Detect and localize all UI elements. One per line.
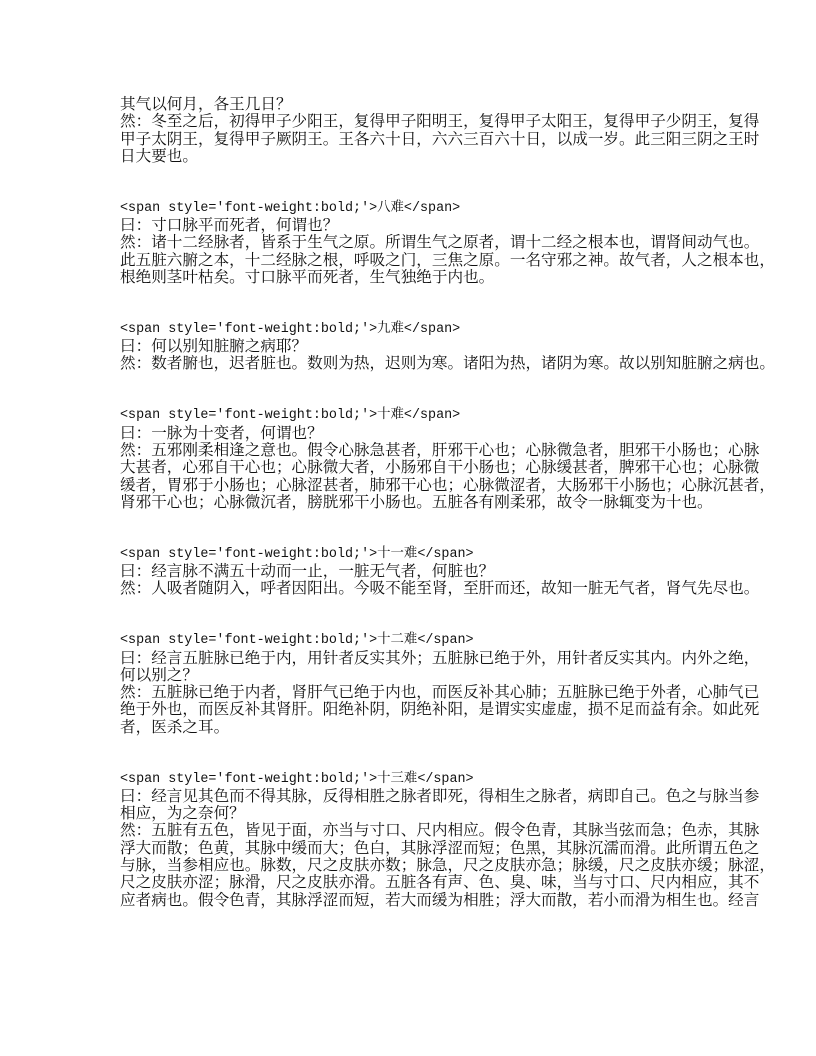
text-line: 曰：经言五脏脉已绝于内，用针者反实其外；五脏脉已绝于外，用针者反实其内。内外之绝， bbox=[120, 648, 760, 667]
section-heading: <span style='font-weight:bold;'>十难</span> bbox=[120, 408, 461, 424]
text-line: 甲子太阴王，复得甲子厥阴王。王各六十日，六六三百六十日，以成一岁。此三阳三阴之王时 bbox=[120, 129, 760, 148]
section-heading: <span style='font-weight:bold;'>十三难</span> bbox=[120, 771, 474, 787]
section-heading: <span style='font-weight:bold;'>十二难</span> bbox=[120, 633, 474, 649]
section bbox=[120, 321, 775, 373]
text-line: 然：诸十二经脉者，皆系于生气之原。所谓生气之原者，谓十二经之根本也，谓肾间动气也。 bbox=[120, 233, 760, 252]
text-line: 曰：寸口脉平而死者，何谓也？ bbox=[120, 216, 339, 235]
section-heading: <span style='font-weight:bold;'>八难</span> bbox=[120, 200, 461, 216]
text-line: 绝于外也，而医反补其肾肝。阳绝补阴，阴绝补阳，是谓实实虚虚，损不足而益有余。如此死 bbox=[120, 700, 760, 719]
section bbox=[120, 95, 760, 165]
text-line: 日大要也。 bbox=[120, 146, 198, 165]
text-line: 然：冬至之后，初得甲子少阳王，复得甲子阳明王，复得甲子太阳王，复得甲子少阴王，复得 bbox=[120, 112, 760, 131]
text-line: 大甚者，心邪自干心也；心脉微大者，小肠邪自干小肠也；心脉缓甚者，脾邪干心也；心脉微 bbox=[120, 458, 760, 477]
text-line: 然：五邪刚柔相逢之意也。假令心脉急甚者，肝邪干心也；心脉微急者，胆邪干小肠也；心脉 bbox=[120, 440, 760, 459]
section bbox=[120, 200, 775, 286]
text-line: 然：数者腑也，迟者脏也。数则为热，迟则为寒。诸阳为热，诸阴为寒。故以别知脏腑之病也。 bbox=[120, 354, 775, 373]
text-line: 肾邪干心也；心脉微沉者，膀胱邪干小肠也。五脏各有刚柔邪，故令一脉辄变为十也。 bbox=[120, 492, 713, 511]
text-line: 应者病也。假令色青，其脉浮涩而短，若大而缓为相胜；浮大而散，若小而滑为相生也。经言 bbox=[120, 890, 760, 909]
text-line: 与脉，当参相应也。脉数，尺之皮肤亦数；脉急，尺之皮肤亦急；脉缓，尺之皮肤亦缓；脉涩， bbox=[120, 856, 775, 875]
text-line: 曰：何以别知脏腑之病耶？ bbox=[120, 337, 308, 356]
text-line: 者，医杀之耳。 bbox=[120, 717, 230, 736]
text-line: 其气以何月，各王几日？ bbox=[120, 95, 292, 113]
text-line: 相应，为之奈何？ bbox=[120, 804, 245, 823]
section-heading: <span style='font-weight:bold;'>十一难</span> bbox=[120, 546, 474, 562]
text-line: 曰：经言见其色而不得其脉，反得相胜之脉者即死，得相生之脉者，病即自己。色之与脉当参 bbox=[120, 786, 760, 805]
text-line: 浮大而散；色黄，其脉中缓而大；色白，其脉浮涩而短；色黑，其脉沉濡而滑。此所谓五色之 bbox=[120, 838, 760, 857]
text-line: 尺之皮肤亦涩；脉滑，尺之皮肤亦滑。五脏各有声、色、臭、味，当与寸口、尺内相应，其不 bbox=[120, 873, 760, 892]
section bbox=[120, 407, 775, 511]
text-line: 此五脏六腑之本，十二经脉之根，呼吸之门，三焦之原。一名守邪之神。故气者，人之根本也， bbox=[120, 250, 775, 269]
section bbox=[120, 632, 760, 736]
section bbox=[120, 771, 775, 909]
section bbox=[120, 546, 760, 598]
text-line: 何以别之？ bbox=[120, 665, 198, 684]
text-line: 然：五脏脉已绝于内者，肾肝气已绝于内也，而医反补其心肺；五脏脉已绝于外者，心肺气已 bbox=[120, 683, 760, 702]
text-line: 曰：一脉为十变者，何谓也？ bbox=[120, 423, 323, 442]
text-line: 曰：经言脉不满五十动而一止，一脏无气者，何脏也？ bbox=[120, 562, 495, 581]
text-line: 然：五脏有五色，皆见于面，亦当与寸口、尺内相应。假令色青，其脉当弦而急；色赤，其脉 bbox=[120, 821, 760, 840]
text-line: 根绝则茎叶枯矣。寸口脉平而死者，生气独绝于内也。 bbox=[120, 267, 495, 286]
document-page bbox=[120, 95, 775, 909]
text-line: 缓者，胃邪于小肠也；心脉涩甚者，肺邪干心也；心脉微涩者，大肠邪干小肠也；心脉沉甚者， bbox=[120, 475, 775, 494]
text-line: 然：人吸者随阴入，呼者因阳出。今吸不能至肾，至肝而还，故知一脏无气者，肾气先尽也。 bbox=[120, 579, 760, 598]
section-heading: <span style='font-weight:bold;'>九难</span> bbox=[120, 321, 461, 337]
